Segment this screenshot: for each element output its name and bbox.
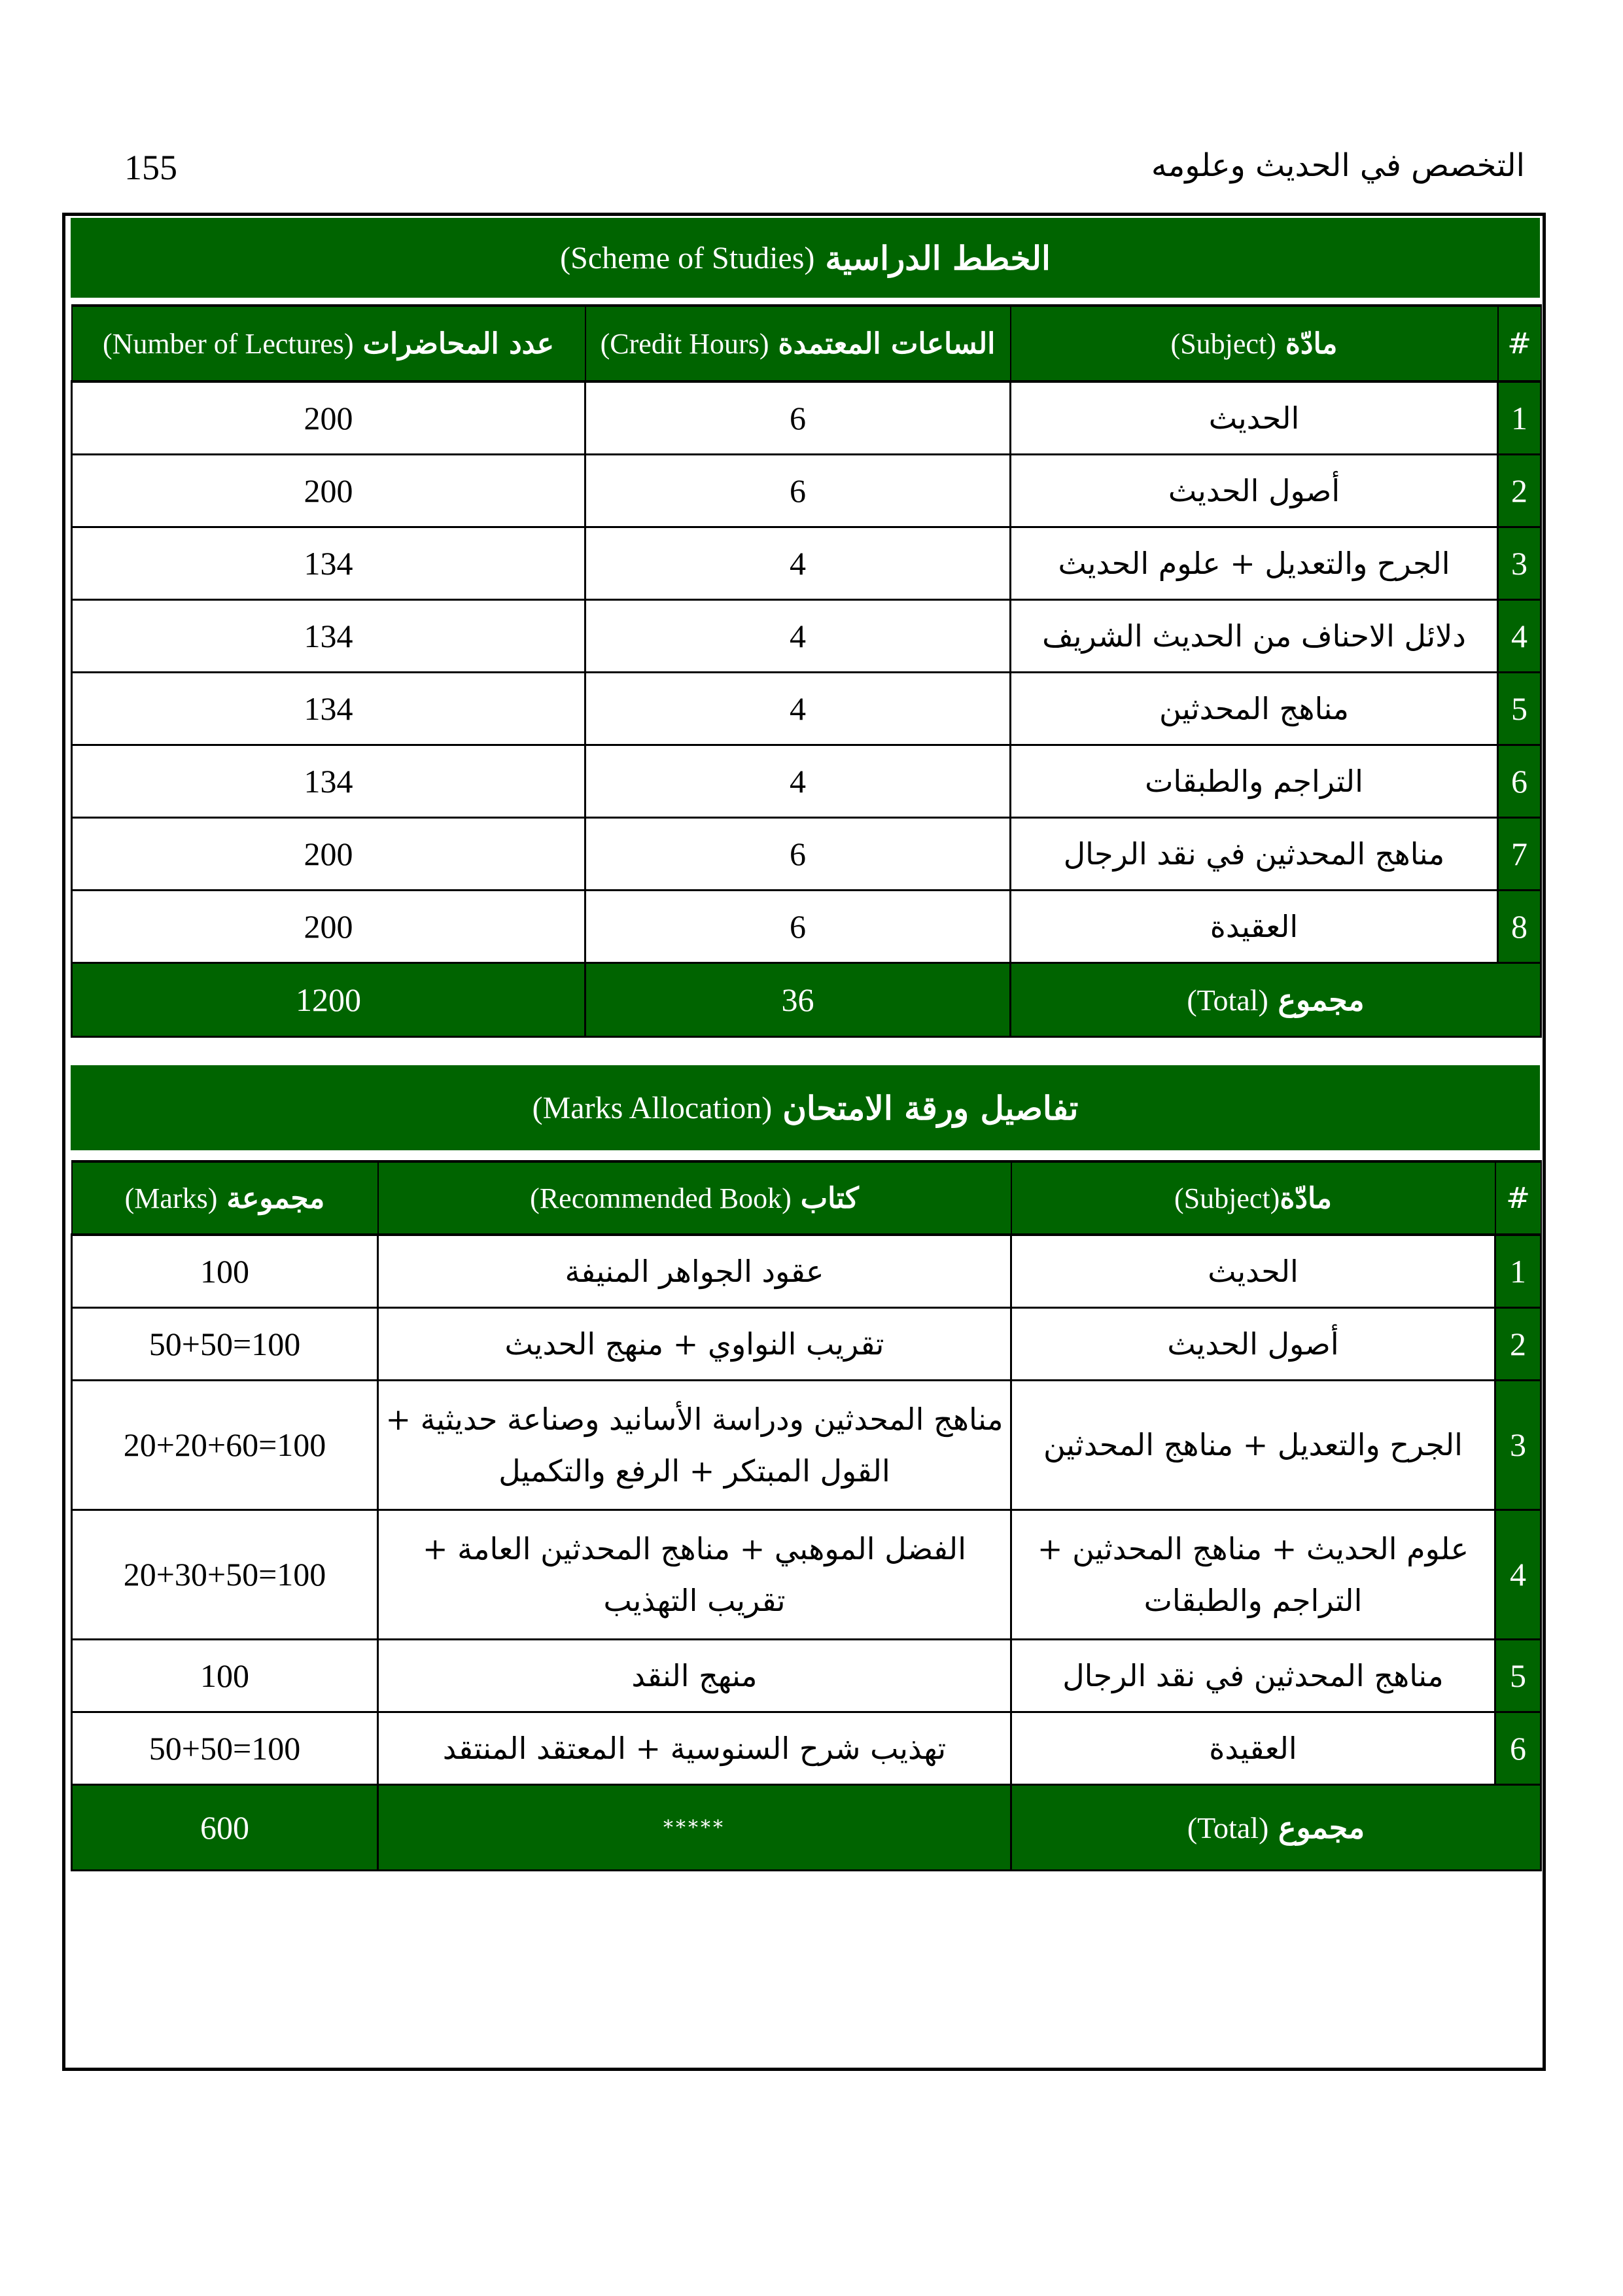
- row-book: مناهج المحدثين ودراسة الأسانيد وصناعة حديثية + القول المبتكر + الرفع والتكميل: [378, 1381, 1011, 1510]
- row-credit-hours: 6: [585, 891, 1011, 963]
- row-lectures: 134: [72, 600, 585, 673]
- col-book-en: (Recommended Book): [530, 1182, 792, 1214]
- table-row: [72, 1308, 1541, 1381]
- table-row: [72, 1381, 1541, 1510]
- scheme-table: [71, 304, 1542, 1038]
- col-lectures: [72, 306, 585, 381]
- table-row: [72, 600, 1541, 673]
- row-index: 8: [1498, 891, 1541, 963]
- row-lectures: 200: [72, 381, 585, 455]
- col-marks-ar: مجموعة: [226, 1181, 325, 1215]
- marks-total-row: [72, 1785, 1541, 1871]
- row-index: 6: [1495, 1712, 1541, 1785]
- row-marks: 100: [72, 1235, 378, 1308]
- row-credit-hours: 4: [585, 600, 1011, 673]
- scheme-title-en: (Scheme of Studies): [560, 240, 815, 275]
- total-marks: 600: [72, 1785, 378, 1871]
- total-credit-hours: 36: [585, 963, 1011, 1037]
- page-number: 155: [124, 148, 177, 187]
- book-title: التخصص في الحديث وعلومه: [1151, 147, 1525, 184]
- row-subject: مناهج المحدثين في نقد الرجال: [1011, 1640, 1495, 1712]
- row-index: 3: [1498, 527, 1541, 600]
- total-label: [1011, 1785, 1541, 1871]
- row-subject: التراجم والطبقات: [1011, 745, 1498, 818]
- row-index: 1: [1495, 1235, 1541, 1308]
- table-row: [72, 1712, 1541, 1785]
- row-subject: مناهج المحدثين في نقد الرجال: [1011, 818, 1498, 891]
- row-subject: أصول الحديث: [1011, 1308, 1495, 1381]
- total-book-placeholder: *****: [378, 1785, 1011, 1871]
- row-marks: 100: [72, 1640, 378, 1712]
- row-subject: الحديث: [1011, 1235, 1495, 1308]
- row-subject: أصول الحديث: [1011, 455, 1498, 527]
- row-credit-hours: 4: [585, 745, 1011, 818]
- total-label-ar: مجموع: [1278, 982, 1365, 1017]
- row-subject: العقيدة: [1011, 1712, 1495, 1785]
- row-credit-hours: 6: [585, 381, 1011, 455]
- row-subject: الجرح والتعديل + علوم الحديث: [1011, 527, 1498, 600]
- table-row: [72, 673, 1541, 745]
- marks-header-row: [72, 1161, 1541, 1235]
- col-credit-en: (Credit Hours): [600, 327, 769, 360]
- col-marks: [72, 1161, 378, 1235]
- scheme-header-row: [72, 306, 1541, 381]
- table-row: [72, 1510, 1541, 1640]
- row-index: 4: [1498, 600, 1541, 673]
- col-credit-ar: الساعات المعتمدة: [778, 327, 996, 361]
- row-lectures: 200: [72, 818, 585, 891]
- row-book: منهج النقد: [378, 1640, 1011, 1712]
- marks-title-band: [71, 1065, 1540, 1150]
- row-index: 6: [1498, 745, 1541, 818]
- row-subject: الحديث: [1011, 381, 1498, 455]
- row-index: 2: [1495, 1308, 1541, 1381]
- row-lectures: 134: [72, 673, 585, 745]
- row-credit-hours: 4: [585, 527, 1011, 600]
- row-subject: مناهج المحدثين: [1011, 673, 1498, 745]
- marks-title-ar: تفاصيل ورقة الامتحان: [782, 1088, 1079, 1127]
- row-marks: 100=50+50: [72, 1308, 378, 1381]
- row-subject: الجرح والتعديل + مناهج المحدثين: [1011, 1381, 1495, 1510]
- table-row: [72, 1640, 1541, 1712]
- marks-table: [71, 1160, 1542, 1871]
- row-lectures: 200: [72, 455, 585, 527]
- row-book: تقريب النواوي + منهج الحديث: [378, 1308, 1011, 1381]
- total-lectures: 1200: [72, 963, 585, 1037]
- marks-title-en: (Marks Allocation): [532, 1090, 773, 1125]
- table-row: [72, 381, 1541, 455]
- col-subject-en: (Subject): [1174, 1182, 1280, 1214]
- col-index: #: [1495, 1161, 1541, 1235]
- col-book-ar: كتاب: [800, 1181, 859, 1215]
- row-marks: 100=20+20+60: [72, 1381, 378, 1510]
- row-credit-hours: 6: [585, 818, 1011, 891]
- total-label: [1011, 963, 1541, 1037]
- row-index: 2: [1498, 455, 1541, 527]
- row-lectures: 134: [72, 745, 585, 818]
- col-subject: [1011, 1161, 1495, 1235]
- col-index: #: [1498, 306, 1541, 381]
- col-marks-en: (Marks): [124, 1182, 218, 1214]
- table-row: [72, 1235, 1541, 1308]
- table-row: [72, 818, 1541, 891]
- table-row: [72, 527, 1541, 600]
- row-credit-hours: 4: [585, 673, 1011, 745]
- col-subject-ar: مادّة: [1280, 1181, 1332, 1215]
- table-row: [72, 455, 1541, 527]
- total-label-en: (Total): [1187, 983, 1268, 1017]
- col-lectures-ar: عدد المحاضرات: [362, 327, 555, 361]
- row-index: 1: [1498, 381, 1541, 455]
- table-row: [72, 891, 1541, 963]
- row-index: 5: [1495, 1640, 1541, 1712]
- row-index: 3: [1495, 1381, 1541, 1510]
- total-label-ar: مجموع: [1278, 1810, 1365, 1845]
- row-marks: 100=20+30+50: [72, 1510, 378, 1640]
- row-book: تهذيب شرح السنوسية + المعتقد المنتقد: [378, 1712, 1011, 1785]
- row-credit-hours: 6: [585, 455, 1011, 527]
- col-subject-en: (Subject): [1170, 327, 1276, 360]
- table-row: [72, 745, 1541, 818]
- row-index: 7: [1498, 818, 1541, 891]
- scheme-title-band: [71, 218, 1540, 298]
- row-subject: العقيدة: [1011, 891, 1498, 963]
- col-subject-ar: مادّة: [1285, 327, 1338, 361]
- col-book: [378, 1161, 1011, 1235]
- row-index: 4: [1495, 1510, 1541, 1640]
- row-marks: 100=50+50: [72, 1712, 378, 1785]
- scheme-total-row: [72, 963, 1541, 1037]
- row-book: الفضل الموهبي + مناهج المحدثين العامة + تقريب التهذيب: [378, 1510, 1011, 1640]
- row-subject: علوم الحديث + مناهج المحدثين + التراجم والطبقات: [1011, 1510, 1495, 1640]
- row-lectures: 134: [72, 527, 585, 600]
- row-subject: دلائل الاحناف من الحديث الشريف: [1011, 600, 1498, 673]
- row-index: 5: [1498, 673, 1541, 745]
- col-subject: [1011, 306, 1498, 381]
- col-credit-hours: [585, 306, 1011, 381]
- col-lectures-en: (Number of Lectures): [102, 327, 354, 360]
- total-label-en: (Total): [1187, 1811, 1269, 1845]
- row-lectures: 200: [72, 891, 585, 963]
- row-book: عقود الجواهر المنيفة: [378, 1235, 1011, 1308]
- scheme-title-ar: الخطط الدراسية: [825, 238, 1051, 277]
